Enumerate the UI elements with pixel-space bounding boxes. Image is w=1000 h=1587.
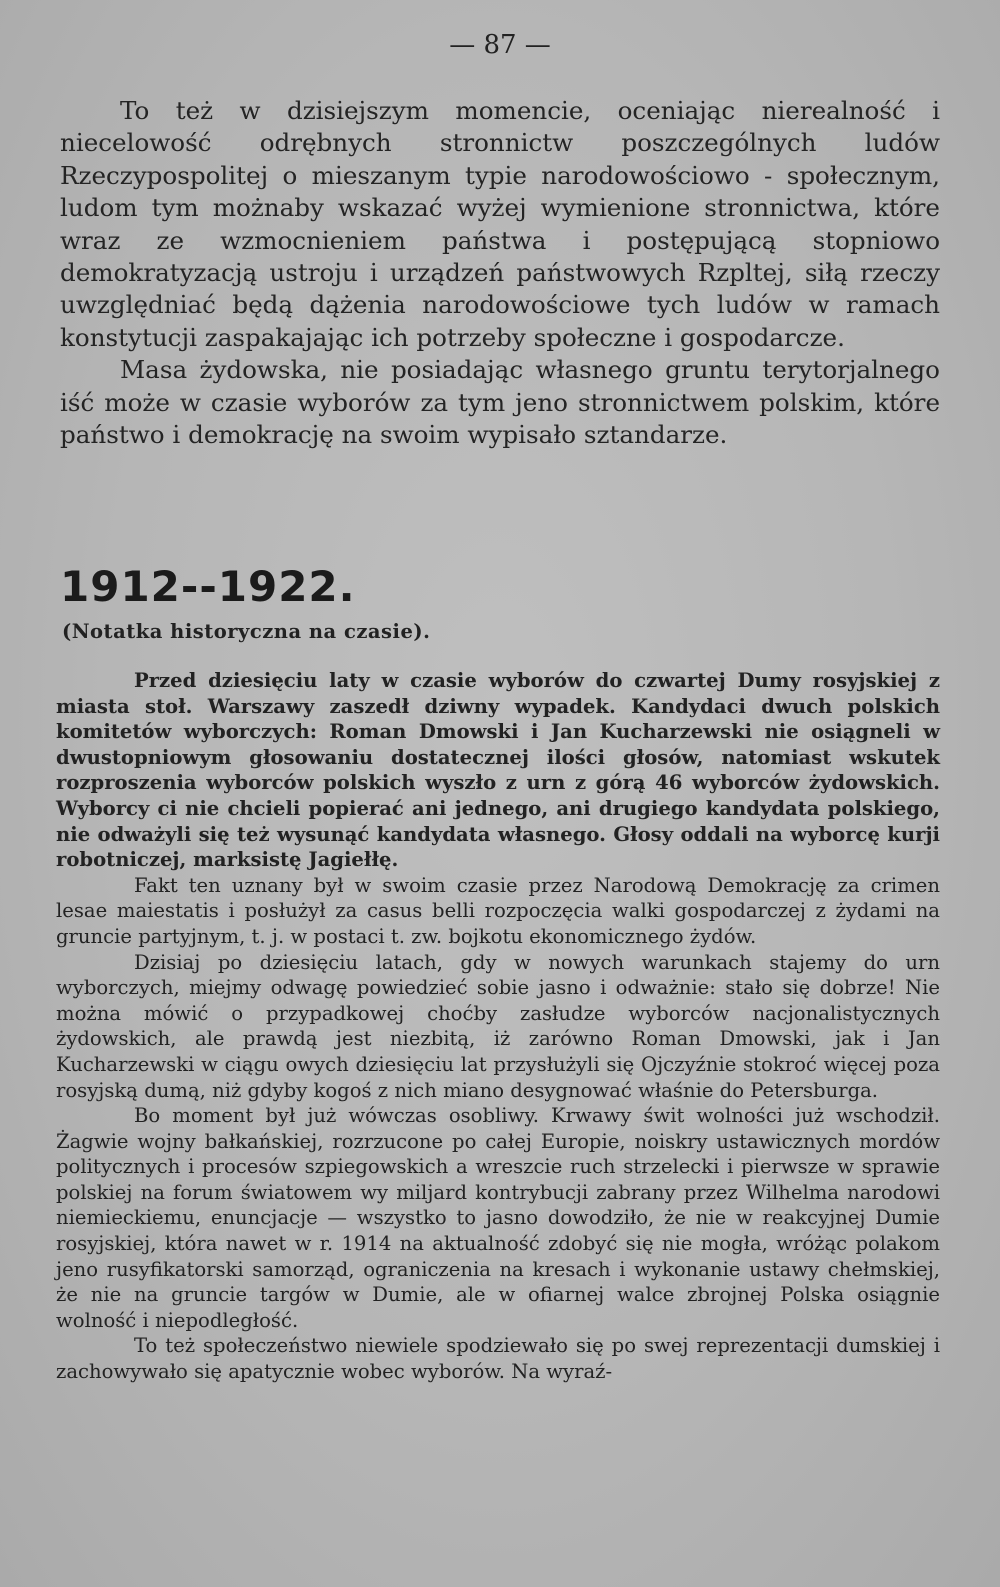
paragraph: Masa żydowska, nie posiadając własnego gruntu terytorjalnego iść może w czasie wyborów za tym jeno stronnictwem polskim, które państwo i demokrację na swoim wypisało sztandarze. [60, 355, 940, 450]
article-body [56, 668, 940, 1385]
previous-article-body [60, 95, 940, 451]
paragraph: Dzisiaj po dziesięciu latach, gdy w nowych warunkach stajemy do urn wyborczych, miejmy odwagę powiedzieć sobie jasno i odważnie: stało się dobrze! Nie można mówić o przypadkowej choćby zasłudze wyborców nacjonalistycznych żydowskich, ale prawdą jest niezbitą, iż zarówno Roman Dmowski, jak i Jan Kucharzewski w ciągu owych dziesięciu lat przysłużyli się Ojczyźnie stokroć więcej poza rosyjską dumą, niż gdyby kogoś z nich miano desygnować właśnie do Petersburga. [56, 950, 940, 1102]
paragraph: Fakt ten uznany był w swoim czasie przez Narodową Demokrację za crimen lesae maiestatis i posłużył za casus belli rozpoczęcia walki gospodarczej z żydami na gruncie partyjnym, t. j. w postaci t. zw. bojkotu ekonomicznego żydów. [56, 873, 940, 948]
paragraph: Bo moment był już wówczas osobliwy. Krwawy świt wolności już wschodził. Żagwie wojny bałkańskiej, rozrzucone po całej Europie, noiskry ustawicznych mordów politycznych i procesów szpiegowskich a wreszcie ruch strzelecki i pierwsze w sprawie polskiej na forum światowem wy miljard kontrybucji zabrany przez Wilhelma narodowi niemieckiemu, enuncjacje — wszystko to jasno dowodziło, że nie w reakcyjnej Dumie rosyjskiej, która nawet w r. 1914 na aktualność zdobyć się nie mogła, wróżąc polakom jeno rusyfikatorski samorząd, ograniczenia na kresach i wykonanie ustawy chełmskiej, że nie na gruncie targów w Dumie, ale w ofiarnej walce zbrojnej Polska osiągnie wolność i niepodległość. [56, 1104, 940, 1332]
article-title-years: 1912--1922. [60, 562, 356, 611]
paragraph: Przed dziesięciu laty w czasie wyborów do czwartej Dumy rosyjskiej z miasta stoł. Warszawy zaszedł dziwny wypadek. Kandydaci dwuch polskich komitetów wyborczych: Roman Dmowski i Jan Kucharzewski nie osiągneli w dwustopniowym głosowaniu dostatecznej ilości głosów, natomiast wskutek rozproszenia wyborców polskich wyszło z urn z górą 46 wyborców żydowskich. Wyborcy ci nie chcieli popierać ani jednego, ani drugiego kandydata polskiego, nie odważyli się też wysunąć kandydata własnego. Głosy oddali na wyborcę kurji robotniczej, marksistę Jagiełłę. [56, 669, 940, 872]
page-number: — 87 — [449, 30, 551, 60]
paragraph: To też w dzisiejszym momencie, oceniając nierealność i niecelowość odrębnych stronnictw poszczególnych ludów Rzeczypospolitej o mieszanym typie narodowościowo - społecznym, ludom tym możnaby wskazać wyżej wymienione stronnictwa, które wraz ze wzmocnieniem państwa i postępującą stopniowo demokratyzacją ustroju i urządzeń państwowych Rzpltej, siłą rzeczy uwzględniać będą dążenia narodowościowe tych ludów w ramach konstytucji zaspakajając ich potrzeby społeczne i gospodarcze. [60, 96, 940, 352]
paragraph: To też społeczeństwo niewiele spodziewało się po swej reprezentacji dumskiej i zachowywało się apatycznie wobec wyborów. Na wyraź- [56, 1334, 940, 1384]
article-subtitle: (Notatka historyczna na czasie). [62, 620, 431, 643]
